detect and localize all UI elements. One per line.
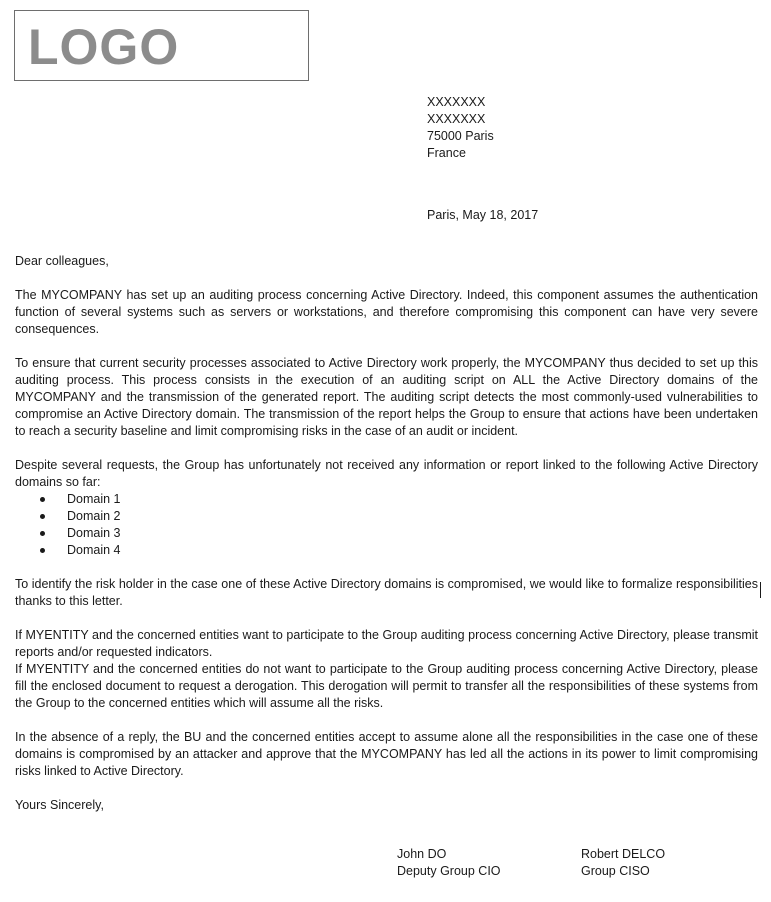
bullet-icon xyxy=(40,514,45,519)
letter-body xyxy=(15,253,758,814)
signature-title: Group CISO xyxy=(581,864,650,878)
bullet-icon xyxy=(40,497,45,502)
letter-date: Paris, May 18, 2017 xyxy=(427,208,539,222)
signature-title: Deputy Group CIO xyxy=(397,864,501,878)
paragraph-5b: If MYENTITY and the concerned entities do not want to participate to the Group auditing process concerning Active Directory, please fill the enclosed document to request a derogation. This derogation will permit to transfer all the responsibilities of these systems from the Group to the concerned entities which will assume all the risks. xyxy=(15,662,758,710)
paragraph-1: The MYCOMPANY has set up an auditing process concerning Active Directory. Indeed, this component assumes the authentication function of several systems such as servers or workstations, and therefore compromising this component can have very severe consequences. xyxy=(15,288,758,336)
paragraph-3: Despite several requests, the Group has unfortunately not received any information or report linked to the following Active Directory domains so far: xyxy=(15,458,758,489)
list-item xyxy=(15,491,758,508)
logo: LOGO xyxy=(28,19,180,75)
logo-box xyxy=(14,10,309,81)
closing: Yours Sincerely, xyxy=(15,798,104,812)
domain-list xyxy=(15,491,758,559)
list-item xyxy=(15,542,758,559)
recipient-address xyxy=(427,94,747,162)
bullet-icon xyxy=(40,531,45,536)
domain-label: Domain 1 xyxy=(67,492,121,506)
bullet-icon xyxy=(40,548,45,553)
domain-label: Domain 3 xyxy=(67,526,121,540)
address-line-4: France xyxy=(427,146,466,160)
domain-label: Domain 4 xyxy=(67,543,121,557)
signature-name: Robert DELCO xyxy=(581,847,666,861)
address-line-2: XXXXXXX xyxy=(427,112,486,126)
paragraph-4[interactable]: To identify the risk holder in the case one of these Active Directory domains is compromised, we would like to formalize responsibilities thanks to this letter. xyxy=(15,577,758,608)
signature-block-ciso xyxy=(581,846,665,880)
text-cursor xyxy=(760,582,761,598)
salutation: Dear colleagues, xyxy=(15,254,109,268)
paragraph-2: To ensure that current security processes associated to Active Directory work properly, the MYCOMPANY thus decided to set up this auditing process. This process consists in the execution of an auditing script on ALL the Active Directory domains of the MYCOMPANY and the transmission of the generated report. The auditing script detects the most commonly-used vulnerabilities to compromise an Active Directory domain. The transmission of the report helps the Group to ensure that actions have been undertaken to reach a security baseline and limit compromising risks in the case of an audit or incident. xyxy=(15,356,758,438)
address-line-3: 75000 Paris xyxy=(427,129,494,143)
paragraph-5a: If MYENTITY and the concerned entities want to participate to the Group auditing process concerning Active Directory, please transmit reports and/or requested indicators. xyxy=(15,628,758,659)
list-item xyxy=(15,508,758,525)
paragraph-6: In the absence of a reply, the BU and the concerned entities accept to assume alone all the responsibilities in the case one of these domains is compromised by an attacker and approve that the MYCOMPANY has led all the actions in its power to limit compromising risks linked to Active Directory. xyxy=(15,730,758,778)
address-line-1: XXXXXXX xyxy=(427,95,486,109)
signature-name: John DO xyxy=(397,847,447,861)
domain-label: Domain 2 xyxy=(67,509,121,523)
signature-block-cio xyxy=(397,846,501,880)
list-item xyxy=(15,525,758,542)
